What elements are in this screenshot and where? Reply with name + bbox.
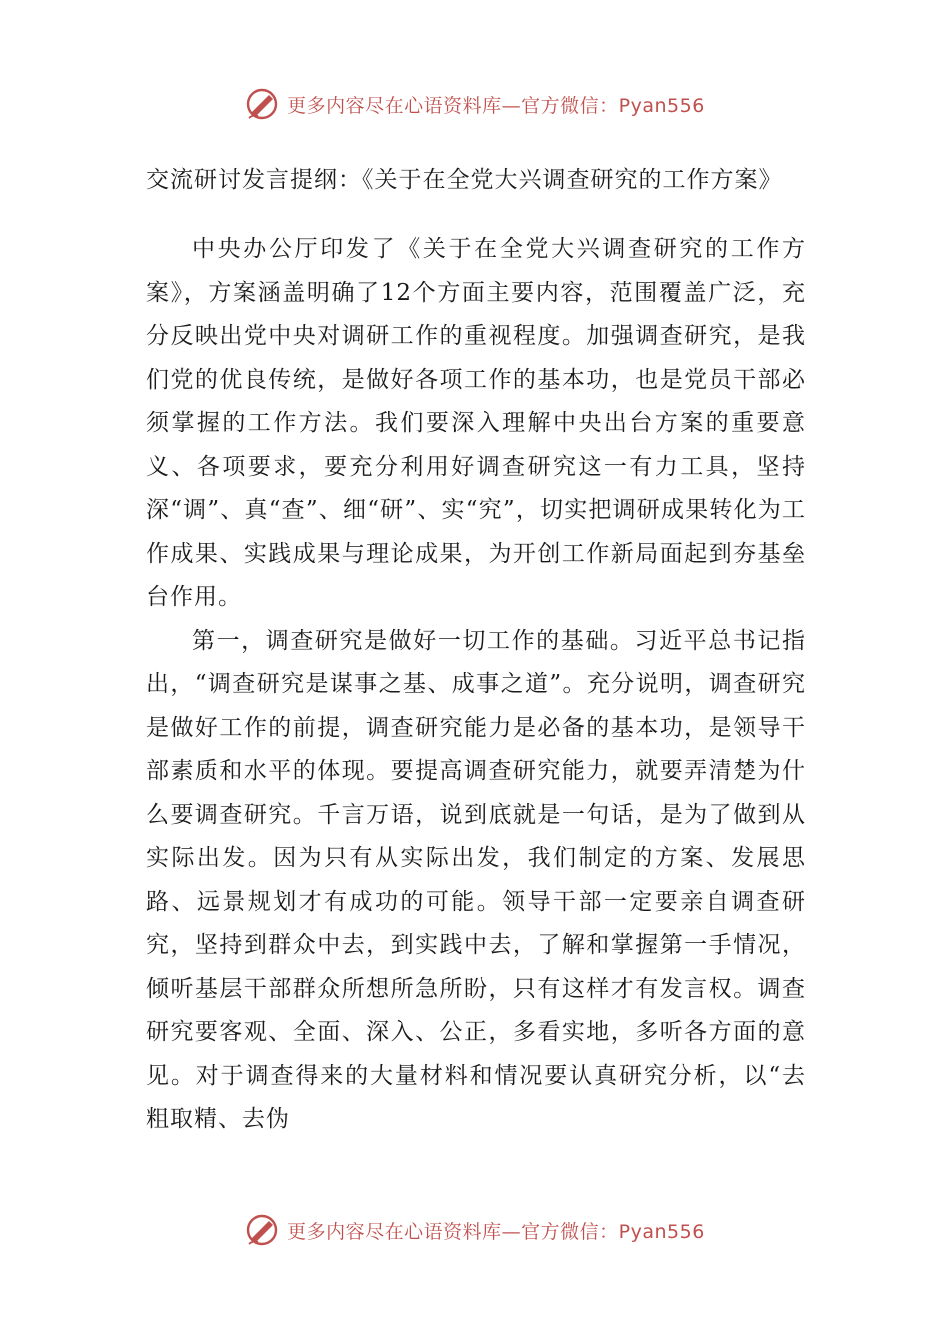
header-banner-text: [287, 91, 705, 118]
footer-banner: [0, 1210, 950, 1250]
footer-banner-text: [287, 1217, 705, 1244]
header-banner: [0, 84, 950, 124]
footer-banner-label: 更多内容尽在心语资料库—官方微信：: [287, 1220, 619, 1243]
footer-wechat-id: Pyan556: [618, 1220, 705, 1243]
paragraph-first-point: 第一，调查研究是做好一切工作的基础。习近平总书记指出，“调查研究是谋事之基、成事之道”。充分说明，调查研究是做好工作的前提，调查研究能力是必备的基本功，是领导干部素质和水平的体现。要提高调查研究能力，就要弄清楚为什么要调查研究。千言万语，说到底就是一句话，是为了做到从实际出发。因为只有从实际出发，我们制定的方案、发展思路、远景规划才有成功的可能。领导干部一定要亲自调查研究，坚持到群众中去，到实践中去，了解和掌握第一手情况，倾听基层干部群众所想所急所盼，只有这样才有发言权。调查研究要客观、全面、深入、公正，多看实地，多听各方面的意见。对于调查得来的大量材料和情况要认真研究分析，以“去粗取精、去伪: [146, 627, 806, 1132]
document-body: [146, 158, 806, 1142]
pen-circle-logo-icon: [245, 1213, 279, 1247]
paragraph-intro: 中央办公厅印发了《关于在全党大兴调查研究的工作方案》，方案涵盖明确了12个方面主要内容，范围覆盖广泛，充分反映出党中央对调研工作的重视程度。加强调查研究，是我们党的优良传统，是做好各项工作的基本功，也是党员干部必须掌握的工作方法。我们要深入理解中央出台方案的重要意义、各项要求，要充分利用好调查研究这一有力工具，坚持深“调”、真“查”、细“研”、实“究”，切实把调研成果转化为工作成果、实践成果与理论成果，为开创工作新局面起到夯基垒台作用。: [146, 236, 806, 610]
pen-circle-logo-icon: [245, 87, 279, 121]
header-wechat-id: Pyan556: [618, 94, 705, 117]
document-title: 交流研讨发言提纲：《关于在全党大兴调查研究的工作方案》: [146, 167, 783, 193]
header-banner-label: 更多内容尽在心语资料库—官方微信：: [287, 94, 619, 117]
